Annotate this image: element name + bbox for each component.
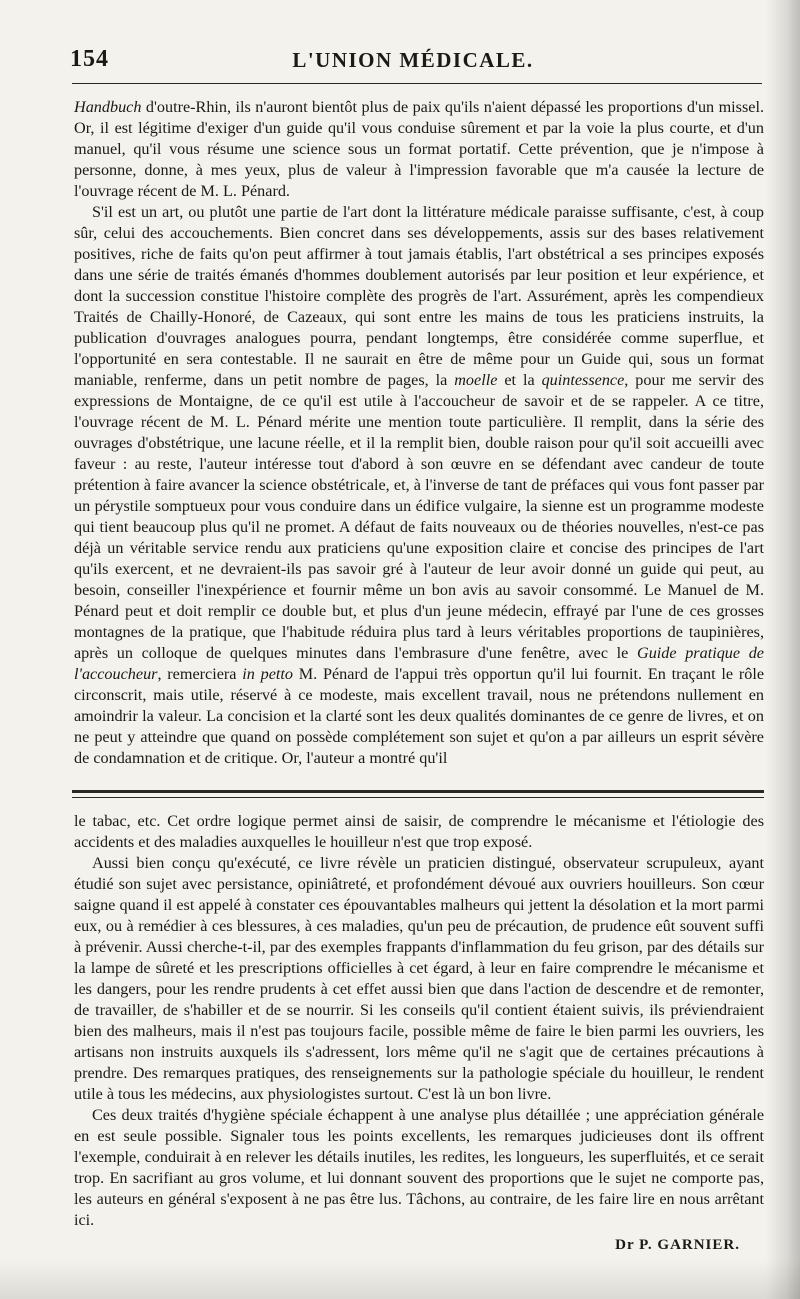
page-number: 154: [70, 46, 109, 72]
italic-term: quintessence: [541, 371, 625, 389]
header-rule: [72, 83, 762, 84]
running-title: L'UNION MÉDICALE.: [292, 48, 534, 72]
italic-term: Handbuch: [74, 98, 142, 116]
page-header: [70, 46, 756, 76]
book-title: Guide pratique de l'accoucheur: [74, 644, 764, 683]
section-divider-thin: [72, 797, 764, 798]
article-miners-hygiene: [74, 811, 764, 1231]
article-obstetrics-review: [74, 97, 764, 769]
paragraph: le tabac, etc. Cet ordre logique permet ainsi de saisir, de comprendre le mécanisme et l'étiologie des accidents et des maladies auxquelles le houilleur n'est que trop exposé.: [74, 812, 764, 851]
paragraph: Handbuch d'outre-Rhin, ils n'auront bientôt plus de paix qu'ils n'aient dépassé les proportions d'un missel. Or, il est légitime d'exiger d'un guide qu'il vous conduise sûrement et par la voie la plus courte, et d'un manuel, qu'il vous résume une science sous un format portatif. Cette prévention, que je n'impose à personne, donne, à mes yeux, plus de valeur à l'impression favorable que m'a causée la lecture de l'ouvrage récent de M. L. Pénard.: [74, 98, 764, 200]
italic-term: moelle: [454, 371, 498, 389]
paragraph: Aussi bien conçu qu'exécuté, ce livre révèle un praticien distingué, observateur scrupuleux, ayant étudié son sujet avec persistance, opiniâtreté, et profondément dévoué aux ouvriers houilleurs. Son cœur saigne quand il est appelé à constater ces épouvantables malheurs qui jettent la désolation et la mort parmi eux, ou à remédier à ces blessures, à ces maladies, qu'un peu de précaution, de prudence eût souvent suffi à prévenir. Aussi cherche-t-il, par des exemples frappants d'inflammation du feu grison, par des détails sur la lampe de sûreté et les prescriptions officielles à cet égard, à leur en faire comprendre le mécanisme et les dangers, pour les rendre prudents à cet effet aussi bien que dans l'action de descendre et de remonter, de travailler, de s'habiller et de se nourrir. Si les conseils qu'il contient étaient suivis, ils préviendraient bien des malheurs, mais il n'est pas toujours facile, possible même de faire le bien parmi les ouvriers, les artisans non instruits auxquels ils s'adressent, lors même qu'il ne s'agit que de certaines précautions à prendre. Des remarques pratiques, des renseignements sur la pathologie spéciale du houilleur, le rendent utile à tous les médecins, aux physiologistes surtout. C'est là un bon livre.: [74, 854, 764, 1103]
page-shadow-bottom: [0, 1259, 800, 1299]
author-signature: Dr P. GARNIER.: [615, 1237, 740, 1253]
italic-term: in petto: [242, 665, 293, 683]
section-divider: [72, 790, 764, 793]
page-shadow: [766, 0, 800, 1299]
paragraph: S'il est un art, ou plutôt une partie de l'art dont la littérature médicale paraisse suffisante, c'est, à coup sûr, celui des accouchements. Bien concret dans ses développements, assis sur des bases relativement positives, riche de faits qu'on peut affirmer à tout jamais établis, l'art obstétrical a ses principes exposés dans une série de traités émanés d'hommes doublement autorisés par leur position et leur expérience, et dont la succession constitue l'histoire complète des progrès de l'art. Assurément, après les compendieux Traités de Chailly-Honoré, de Cazeaux, qui sont entre les mains de tous les praticiens instruits, la publication d'ouvrages analogues pourra, pendant longtemps, être considérée comme superflue, et l'opportunité en sera contestable. Il ne saurait en être de même pour un Guide qui, sous un format maniable, renferme, dans un petit nombre de pages, la moelle et la quintessence, pour me servir des expressions de Montaigne, de ce qu'il est utile à l'accoucheur de savoir et de se rappeler. A ce titre, l'ouvrage récent de M. L. Pénard mérite une mention toute particulière. Il remplit, dans la série des ouvrages d'obstétrique, une lacune réelle, et il la remplit bien, double raison pour qu'il soit accueilli avec faveur : au reste, l'auteur intéresse tout d'abord à son œuvre en se défendant avec candeur de toute prétention à faire avancer la science obstétricale, et, à l'inverse de tant de préfaces qui vous font passer par un pérystile somptueux pour vous conduire dans un édifice vulgaire, la sienne est un programme modeste qui tient beaucoup plus qu'il ne promet. A défaut de faits nouveaux ou de théories nouvelles, n'est-ce pas déjà un véritable service rendu aux praticiens qu'une exposition claire et concise des principes de l'art qu'ils exercent, et ne devraient-ils pas savoir gré à l'auteur de leur avoir donné un guide qui peut, au besoin, conseiller l'inexpérience et fournir même un bon avis au savoir consommé. Le Manuel de M. Pénard peut et doit remplir ce double but, et plus d'un jeune médecin, effrayé par l'une de ces grosses montagnes de la pratique, que l'habitude réduira plus tard à leurs véritables proportions de taupinières, après un colloque de quelques minutes dans l'embrasure d'une fenêtre, avec le Guide pratique de l'accoucheur, remerciera in petto M. Pénard de l'appui très opportun qu'il lui fournit. En traçant le rôle circonscrit, mais utile, réservé à ce modeste, mais excellent travail, nous ne prétendons nullement en amoindrir la valeur. La concision et la clarté sont les deux qualités dominantes de ce genre de livres, et on ne peut y atteindre que quand on possède complétement son sujet et qu'on a par ailleurs un esprit sévère de condamnation et de critique. Or, l'auteur a montré qu'il: [74, 203, 765, 767]
paragraph: Ces deux traités d'hygiène spéciale échappent à une analyse plus détaillée ; une appréciation générale en est seule possible. Signaler tous les points excellents, les remarques judicieuses dont ils offrent l'exemple, conduirait à en relever les détails inutiles, les redites, les longueurs, les superfluités, et ce serait trop. En sacrifiant au gros volume, et lui donnant souvent des proportions que le sujet ne comporte pas, les auteurs en général s'exposent à ne pas être lus. Tâchons, au contraire, de les faire lire en nous arrêtant ici.: [74, 1106, 764, 1229]
